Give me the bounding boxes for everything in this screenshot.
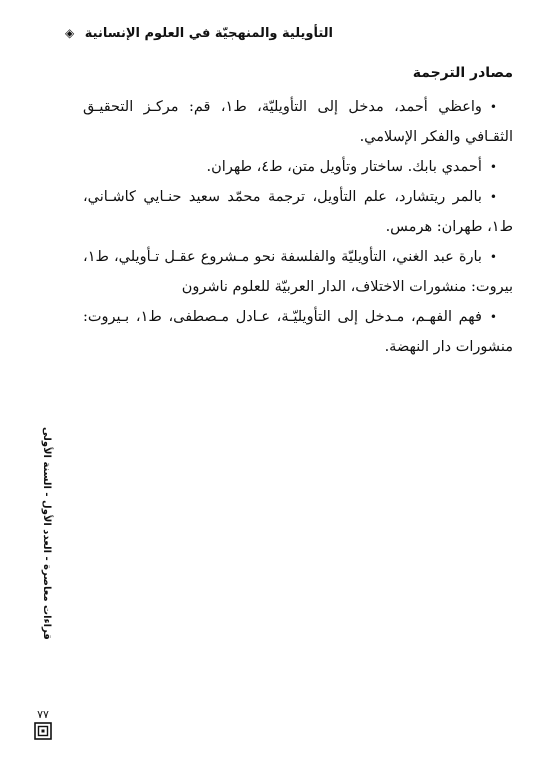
reference-item bbox=[83, 182, 513, 242]
header-title: التأويلية والمنهجيّة في العلوم الإنسانية bbox=[84, 26, 333, 41]
journal-logo-icon bbox=[34, 722, 52, 740]
bullet-icon: • bbox=[489, 190, 497, 204]
bullet-icon: • bbox=[489, 160, 497, 174]
reference-item bbox=[83, 92, 513, 152]
reference-text: واعظي أحمد، مدخل إلى التأويليّة، ط١، قم: مركـز التحقيـق الثقـافي والفكر الإسلامي. bbox=[83, 99, 513, 145]
reference-list bbox=[83, 92, 513, 362]
reference-text: أحمدي بابك. ساختار وتأويل متن، ط٤، طهران. bbox=[206, 159, 482, 175]
reference-item bbox=[83, 302, 513, 362]
main-content bbox=[83, 58, 513, 362]
diamond-ornament-icon: ◈ bbox=[65, 26, 75, 40]
reference-text: بالمر ريتشارد، علم التأويل، ترجمة محمّد سعيد حنـايي كاشـاني، ط١، طهران: هرمس. bbox=[83, 189, 513, 235]
bullet-icon: • bbox=[489, 250, 497, 264]
bullet-icon: • bbox=[489, 100, 497, 114]
journal-footer bbox=[34, 427, 54, 697]
bullet-icon: • bbox=[489, 310, 497, 324]
section-title: مصادر الترجمة bbox=[412, 65, 513, 81]
reference-item bbox=[83, 242, 513, 302]
reference-text: بارة عبد الغني، التأويليّة والفلسفة نحو مـشروع عقـل تـأويلي، ط١، بيروت: منشورات الاختلاف، الدار العربيّة للعلوم ناشرون bbox=[83, 249, 513, 295]
page-number: ٧٧ bbox=[37, 708, 49, 721]
running-header bbox=[65, 26, 333, 41]
reference-item bbox=[83, 152, 513, 182]
reference-text: فهم الفهـم، مـدخل إلى التأويليّـة، عـادل مـصطفى، ط١، بـيروت: منشورات دار النهضة. bbox=[83, 309, 513, 355]
journal-footer-text: قراءات معاصرة - العدد الأول - السنة الأولى bbox=[41, 427, 52, 640]
